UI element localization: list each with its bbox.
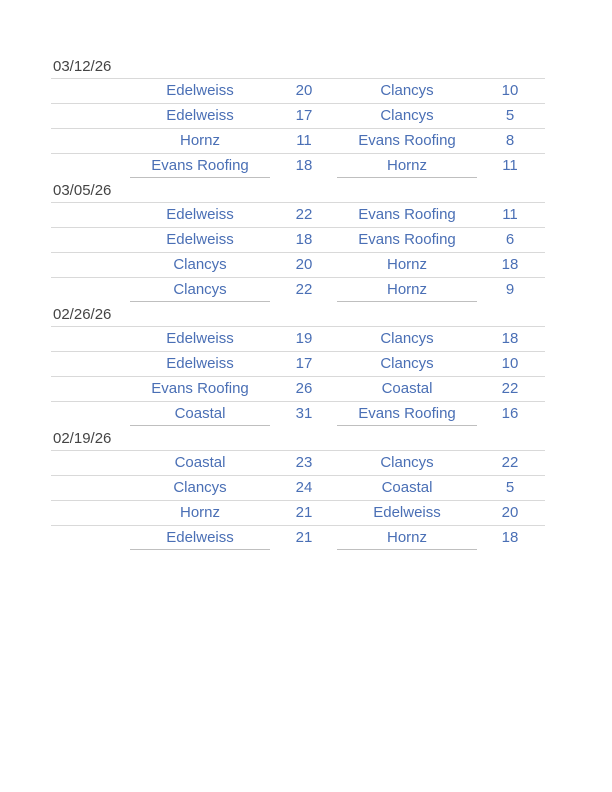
home-score: 19 <box>295 330 313 347</box>
away-team: Clancys <box>380 82 434 99</box>
home-score: 26 <box>295 380 313 397</box>
home-score: 22 <box>295 281 313 298</box>
home-score: 18 <box>295 231 313 248</box>
away-score: 5 <box>505 107 515 124</box>
home-team: Clancys <box>173 479 227 496</box>
away-score: 6 <box>505 231 515 248</box>
game-row <box>51 501 545 526</box>
top-margin <box>0 0 612 54</box>
away-score: 18 <box>501 330 519 347</box>
game-row <box>51 327 545 352</box>
away-score: 8 <box>505 132 515 149</box>
game-row <box>51 476 545 501</box>
away-score: 10 <box>501 355 519 372</box>
game-row <box>51 526 545 550</box>
home-score: 22 <box>295 206 313 223</box>
home-team: Coastal <box>174 454 226 471</box>
game-row <box>51 352 545 377</box>
home-team: Edelweiss <box>166 206 234 223</box>
away-team: Evans Roofing <box>358 206 456 223</box>
home-team: Hornz <box>179 132 220 149</box>
game-row <box>51 228 545 253</box>
home-score: 23 <box>295 454 313 471</box>
week-block <box>0 54 612 178</box>
home-team: Coastal <box>174 405 226 422</box>
home-team: Edelweiss <box>166 82 234 99</box>
away-team: Clancys <box>380 454 434 471</box>
away-score: 5 <box>505 479 515 496</box>
away-score: 22 <box>501 380 519 397</box>
away-team: Coastal <box>381 380 433 397</box>
week-block <box>0 426 612 550</box>
game-row <box>51 203 545 228</box>
away-team: Clancys <box>380 330 434 347</box>
home-score: 11 <box>296 132 312 149</box>
away-team: Coastal <box>381 479 433 496</box>
away-score: 18 <box>501 256 519 273</box>
game-row <box>51 253 545 278</box>
home-score: 31 <box>295 405 313 422</box>
game-row <box>51 278 545 302</box>
away-team: Hornz <box>386 256 427 273</box>
away-score: 18 <box>501 529 519 546</box>
home-team: Edelweiss <box>166 231 234 248</box>
away-team: Edelweiss <box>373 504 441 521</box>
week-date: 02/26/26 <box>53 306 112 323</box>
date-row <box>51 426 545 451</box>
home-score: 17 <box>295 107 313 124</box>
away-team: Clancys <box>380 107 434 124</box>
home-team: Evans Roofing <box>151 157 249 174</box>
home-team: Clancys <box>173 256 227 273</box>
home-score: 24 <box>295 479 313 496</box>
game-row <box>51 154 545 178</box>
away-score: 20 <box>501 504 519 521</box>
date-row <box>51 54 545 79</box>
away-score: 10 <box>501 82 519 99</box>
weeks-container <box>0 54 612 550</box>
cell-underline <box>130 549 270 550</box>
away-team: Hornz <box>386 529 427 546</box>
away-team: Evans Roofing <box>358 405 456 422</box>
away-team: Evans Roofing <box>358 231 456 248</box>
game-row <box>51 377 545 402</box>
home-score: 17 <box>295 355 313 372</box>
game-row <box>51 451 545 476</box>
home-team: Evans Roofing <box>151 380 249 397</box>
game-row <box>51 104 545 129</box>
home-score: 20 <box>295 82 313 99</box>
away-score: 11 <box>502 206 518 223</box>
home-score: 18 <box>295 157 313 174</box>
game-row <box>51 129 545 154</box>
home-team: Clancys <box>173 281 227 298</box>
week-date: 03/12/26 <box>53 58 112 75</box>
home-team: Edelweiss <box>166 330 234 347</box>
away-team: Evans Roofing <box>358 132 456 149</box>
home-team: Edelweiss <box>166 107 234 124</box>
away-team: Hornz <box>386 281 427 298</box>
week-block <box>0 302 612 426</box>
week-date: 02/19/26 <box>53 430 112 447</box>
date-row <box>51 178 545 203</box>
away-team: Clancys <box>380 355 434 372</box>
home-team: Edelweiss <box>166 355 234 372</box>
home-score: 21 <box>295 504 313 521</box>
week-block <box>0 178 612 302</box>
home-team: Edelweiss <box>166 529 234 546</box>
away-score: 16 <box>501 405 519 422</box>
game-row <box>51 402 545 426</box>
cell-underline <box>337 549 477 550</box>
away-team: Hornz <box>386 157 427 174</box>
game-row <box>51 79 545 104</box>
home-score: 21 <box>295 529 313 546</box>
home-score: 20 <box>295 256 313 273</box>
home-team: Hornz <box>179 504 220 521</box>
away-score: 11 <box>502 157 518 174</box>
week-date: 03/05/26 <box>53 182 112 199</box>
date-row <box>51 302 545 327</box>
away-score: 9 <box>505 281 515 298</box>
away-score: 22 <box>501 454 519 471</box>
